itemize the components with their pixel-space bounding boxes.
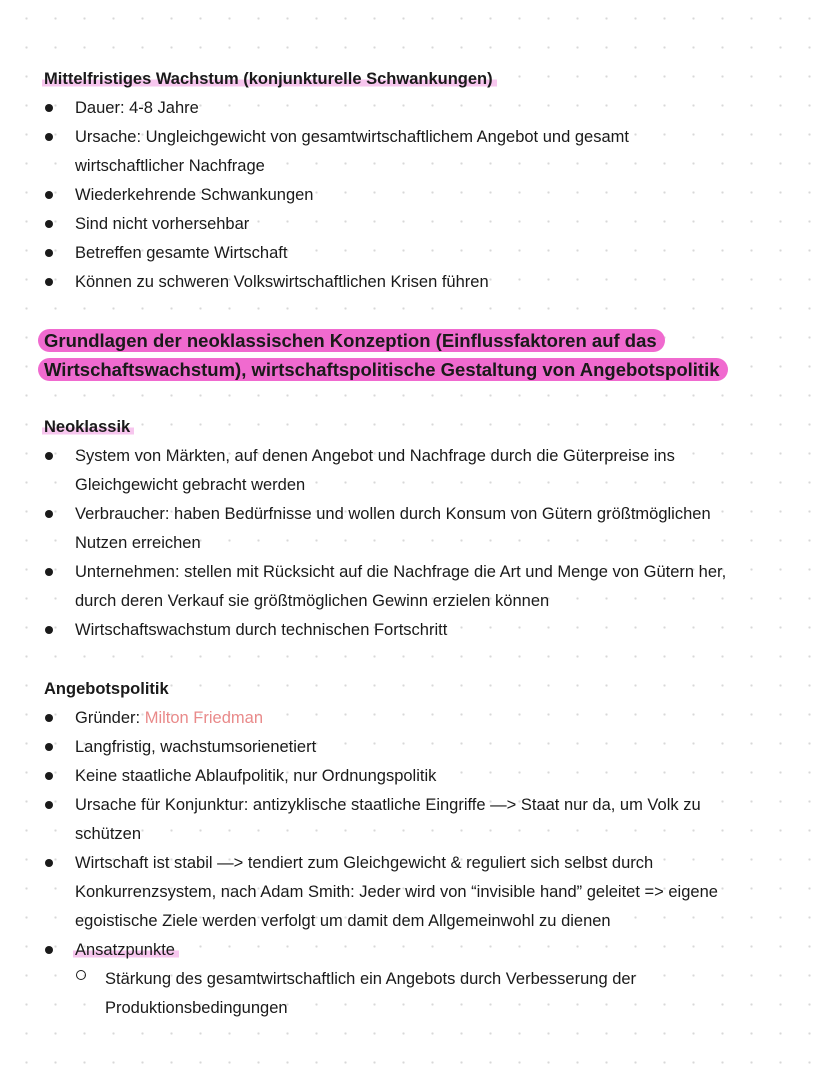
main-heading-line-1: Grundlagen der neoklassischen Konzeption (Einflussfaktoren auf das bbox=[44, 326, 665, 355]
bullet-icon bbox=[45, 278, 53, 286]
bullet-icon bbox=[45, 220, 53, 228]
bullet-icon bbox=[45, 859, 53, 867]
list-item-continuation: Konkurrenzsystem, nach Adam Smith: Jeder wird von “invisible hand” geleitet => eigene bbox=[75, 883, 718, 901]
bullet-icon bbox=[45, 714, 53, 722]
bullet-icon bbox=[45, 510, 53, 518]
list-item: Wirtschaftswachstum durch technischen Fortschritt bbox=[75, 621, 448, 639]
bullet-icon bbox=[45, 743, 53, 751]
list-item: Langfristig, wachstumsorienetiert bbox=[75, 738, 317, 756]
list-item-continuation: wirtschaftlicher Nachfrage bbox=[75, 157, 265, 175]
list-item-continuation: egoistische Ziele werden verfolgt um damit dem Allgemeinwohl zu dienen bbox=[75, 912, 611, 930]
list-item-continuation: durch deren Verkauf sie größtmöglichen Gewinn erzielen können bbox=[75, 592, 550, 610]
founder-label: Gründer: bbox=[75, 709, 145, 727]
bullet-icon bbox=[45, 801, 53, 809]
list-item: Sind nicht vorhersehbar bbox=[75, 215, 250, 233]
bullet-icon bbox=[45, 104, 53, 112]
main-heading-line-2: Wirtschaftswachstum), wirtschaftspolitische Gestaltung von Angebotspolitik bbox=[44, 355, 728, 384]
section-heading-mittelfristiges: Mittelfristiges Wachstum (konjunkturelle Schwankungen) bbox=[44, 65, 497, 94]
bullet-icon bbox=[45, 626, 53, 634]
bullet-icon bbox=[45, 568, 53, 576]
list-item-ansatzpunkte: Ansatzpunkte bbox=[75, 936, 179, 965]
bullet-icon bbox=[45, 191, 53, 199]
sub-list-item-continuation: Produktionsbedingungen bbox=[105, 999, 288, 1017]
list-item: Wiederkehrende Schwankungen bbox=[75, 186, 314, 204]
founder-name: Milton Friedman bbox=[144, 709, 263, 727]
bullet-icon bbox=[45, 452, 53, 460]
list-item-continuation: schützen bbox=[75, 825, 142, 843]
list-item: Ursache für Konjunktur: antizyklische staatliche Eingriffe —> Staat nur da, um Volk zu bbox=[75, 796, 701, 814]
list-item-continuation: Nutzen erreichen bbox=[75, 534, 201, 552]
sub-list-item: Stärkung des gesamtwirtschaftlich ein Angebots durch Verbesserung der bbox=[105, 970, 637, 988]
bullet-icon bbox=[45, 249, 53, 257]
list-item: Keine staatliche Ablaufpolitik, nur Ordnungspolitik bbox=[75, 767, 437, 785]
section-heading-neoklassik: Neoklassik bbox=[44, 413, 134, 442]
bullet-icon bbox=[45, 772, 53, 780]
list-item: Wirtschaft ist stabil —> tendiert zum Gleichgewicht & reguliert sich selbst durch bbox=[75, 854, 654, 872]
sub-bullet-circle-icon bbox=[76, 970, 86, 980]
bullet-icon bbox=[45, 946, 53, 954]
bullet-icon bbox=[45, 133, 53, 141]
list-item-founder bbox=[75, 704, 263, 733]
list-item: Unternehmen: stellen mit Rücksicht auf die Nachfrage die Art und Menge von Gütern her, bbox=[75, 563, 727, 581]
list-item-continuation: Gleichgewicht gebracht werden bbox=[75, 476, 306, 494]
list-item: Können zu schweren Volkswirtschaftlichen Krisen führen bbox=[75, 273, 489, 291]
list-item: Dauer: 4-8 Jahre bbox=[75, 99, 199, 117]
list-item: Betreffen gesamte Wirtschaft bbox=[75, 244, 288, 262]
list-item: Ursache: Ungleichgewicht von gesamtwirtschaftlichem Angebot und gesamt bbox=[75, 128, 629, 146]
section-heading-angebotspolitik: Angebotspolitik bbox=[44, 680, 169, 698]
list-item: System von Märkten, auf denen Angebot und Nachfrage durch die Güterpreise ins bbox=[75, 447, 675, 465]
list-item: Verbraucher: haben Bedürfnisse und wollen durch Konsum von Gütern größtmöglichen bbox=[75, 505, 711, 523]
